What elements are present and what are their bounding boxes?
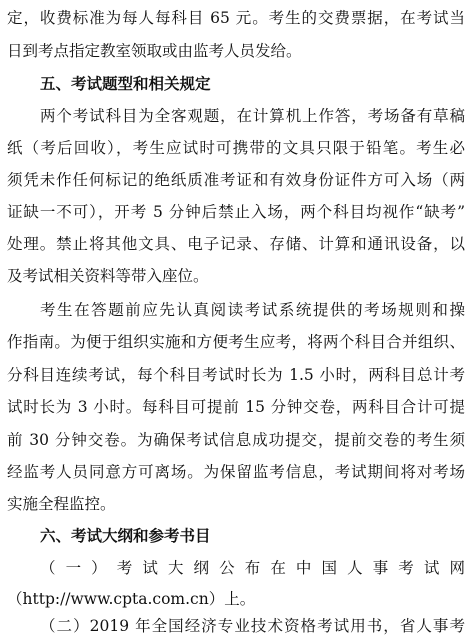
text-line-8: 处理。禁止将其他文具、电子记录、存储、计算和通讯设备，以 [7,235,465,253]
text-line-19: （http://www.cpta.com.cn）上。 [7,590,256,608]
text-line-1: 定，收费标准为每人每科目 65 元。考生的交费票据，在考试当 [7,9,465,27]
text-line-5: 纸（考后回收），考生应试时可携带的文具只限于铅笔。考生必 [7,139,465,157]
text-line-20: （二）2019 年全国经济专业技术资格考试用书，省人事考 [40,617,465,635]
section-heading-5: 五、考试题型和相关规定 [40,75,211,93]
text-line-15: 经监考人员同意方可离场。为保留监考信息，考试期间将对考场 [7,463,465,481]
text-line-12: 分科目连续考试，每个科目考试时长为 1.5 小时，两科目总计考 [7,366,465,384]
text-line-11: 作指南。为便于组织实施和方便考生应考，将两个科目合并组织、 [7,333,465,351]
text-line-9: 及考试相关资料等带入座位。 [7,267,209,285]
text-line-2: 日到考点指定教室领取或由监考人员发给。 [7,42,302,60]
text-line-4: 两个考试科目为全客观题，在计算机上作答，考场备有草稿 [40,107,465,125]
text-line-7: 证缺一不可），开考 5 分钟后禁止入场，两个科目均视作“缺考” [7,203,465,221]
text-line-13: 试时长为 3 小时。每科目可提前 15 分钟交卷，两科目合计可提 [7,398,465,416]
text-line-16: 实施全程监控。 [7,495,116,513]
section-heading-6: 六、考试大纲和参考书目 [40,527,211,545]
text-line-10: 考生在答题前应先认真阅读考试系统提供的考场规则和操 [40,301,465,319]
text-line-6: 须凭未作任何标记的绝纸质准考证和有效身份证件方可入场（两 [7,171,465,189]
text-line-18: （一）考试大纲公布在中国人事考试网 [40,559,465,577]
text-line-14: 前 30 分钟交卷。为确保考试信息成功提交，提前交卷的考生须 [7,431,465,449]
